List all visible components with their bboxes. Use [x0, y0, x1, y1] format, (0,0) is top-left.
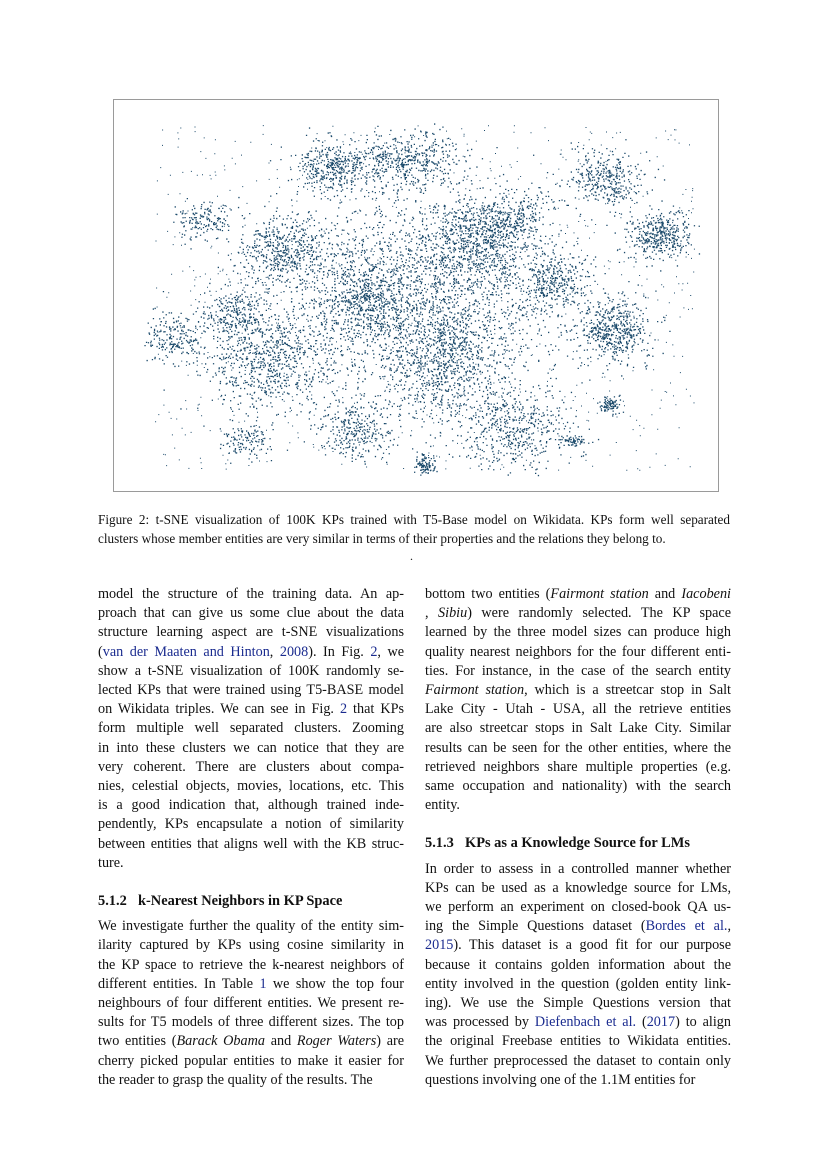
- section-number: 5.1.3: [425, 835, 454, 852]
- text-line: entity.: [425, 797, 460, 814]
- section-title: k-Nearest Neighbors in KP Space: [138, 893, 343, 910]
- text-segment: and: [264, 1033, 297, 1050]
- text-line: [425, 936, 731, 955]
- text-line: We investigate further the quality of the entity sim-: [98, 918, 404, 935]
- citation-link[interactable]: Bordes et al.: [645, 918, 728, 935]
- text-line: In order to assess in a controlled manner whether: [425, 860, 731, 877]
- text-segment: (: [636, 1014, 647, 1031]
- text-segment: ing). We use the Simple Questions version that: [425, 995, 731, 1012]
- text-segment: , which is a streetcar stop in Salt: [524, 682, 731, 699]
- text-segment: was processed by: [425, 1014, 535, 1031]
- text-segment: ). In Fig.: [308, 643, 371, 660]
- text-segment: that KPs: [347, 701, 404, 718]
- text-segment: ,: [269, 643, 280, 660]
- caption-line-2: clusters whose member entities are very similar in terms of their properties and the relations they belong to.: [98, 531, 666, 546]
- left-column: [98, 585, 404, 1090]
- text-line: retrieved neighbors share multiple properties (e.g.: [425, 758, 731, 775]
- text-line: the original Freebase entities to Wikidata entities.: [425, 1033, 731, 1050]
- text-line: KPs can be used as a knowledge source for LMs,: [425, 879, 731, 896]
- text-line: quality nearest neighbors for the four different enti-: [425, 643, 731, 660]
- text-line: ties. For instance, in the case of the search entity: [425, 662, 731, 679]
- tsne-scatter-plot: [114, 100, 720, 493]
- paragraph-closed-book-qa: [425, 860, 731, 1090]
- section-number: 5.1.2: [98, 893, 127, 910]
- citation-link[interactable]: 2017: [646, 1014, 676, 1031]
- text-line: [425, 604, 731, 623]
- text-segment: ) to align: [675, 1014, 731, 1031]
- text-line: is a good indication that, although trained inde-: [98, 797, 404, 814]
- text-line: form multiple well separated clusters. Zooming: [98, 720, 404, 737]
- text-line: we perform an experiment on closed-book QA us-: [425, 899, 731, 916]
- text-segment: and: [648, 586, 682, 602]
- text-line: proach that can give us some clue about the data: [98, 605, 404, 622]
- text-segment: ,: [727, 918, 732, 935]
- text-line: cherry picked popular entities to make it easier for: [98, 1052, 404, 1069]
- citation-link[interactable]: 2008: [279, 643, 309, 660]
- citation-link[interactable]: 1: [259, 975, 267, 992]
- text-segment: two entities (: [98, 1033, 177, 1050]
- paragraph-tsne: [98, 585, 404, 873]
- text-line: ture.: [98, 854, 124, 871]
- entity-name: Fairmont station: [550, 586, 649, 602]
- text-line: same occupation and nationality) with the search: [425, 778, 731, 795]
- text-line: sults for T5 models of three different sizes. The top: [98, 1014, 404, 1031]
- text-line: neighbours of four different entities. We present re-: [98, 995, 404, 1012]
- text-line: show a t-SNE visualization of 100K randomly se-: [98, 662, 404, 679]
- cluster-points: [144, 123, 700, 476]
- text-line: Lake City - Utah - USA, all the retrieve entities: [425, 701, 731, 718]
- text-segment: ) were randomly selected. The KP space: [467, 605, 731, 622]
- paragraph-knn: [98, 917, 404, 1090]
- citation-link[interactable]: van der Maaten and Hinton: [102, 643, 270, 660]
- text-line: [98, 643, 404, 662]
- caption-line-1: Figure 2: t-SNE visualization of 100K KPs trained with T5-Base model on Wikidata. KPs form well separated: [98, 512, 730, 527]
- entity-name: Sibiu: [438, 605, 468, 622]
- text-line: [425, 994, 731, 1013]
- text-line: are also streetcar stops in Salt Lake City. Similar: [425, 720, 731, 737]
- text-line: lected KPs that were trained using T5-BASE model: [98, 682, 404, 699]
- text-line: model the structure of the training data. An ap-: [98, 586, 404, 602]
- text-segment: (: [98, 643, 103, 660]
- text-line: [425, 1013, 731, 1032]
- paragraph-knn-continued: [425, 585, 731, 815]
- text-line: [425, 681, 731, 700]
- citation-link[interactable]: 2: [339, 701, 348, 718]
- tsne-figure: [113, 99, 719, 492]
- text-line: because it contains golden information about the: [425, 956, 731, 973]
- text-line: [98, 975, 404, 994]
- citation-link[interactable]: 2: [370, 643, 378, 660]
- text-line: [98, 700, 404, 719]
- text-line: questions involving one of the 1.1M entities for: [425, 1071, 696, 1088]
- text-line: the reader to grasp the quality of the results. The: [98, 1071, 373, 1088]
- text-line: results can be seen for the other entities, where the: [425, 739, 731, 756]
- text-segment: ing the Simple Questions dataset (: [425, 918, 646, 935]
- text-line: [425, 585, 731, 604]
- text-line: entity involved in the question (golden entity link-: [425, 975, 731, 992]
- scatter-points: [144, 123, 700, 476]
- text-line: between entities that aligns well with the KB struc-: [98, 835, 404, 852]
- figure-caption: [98, 510, 730, 548]
- text-line: [98, 1032, 404, 1051]
- right-column: [425, 585, 731, 1090]
- text-segment: bottom two entities (: [425, 586, 551, 602]
- text-segment: different entities. In Table: [98, 975, 260, 992]
- text-segment: ). This dataset is a good fit for our purpose: [453, 937, 731, 954]
- text-line: structure learning aspect are t-SNE visualizations: [98, 624, 404, 641]
- text-line: in into these clusters we can notice that they are: [98, 739, 404, 756]
- text-line: pendently, KPs encapsulate a notion of similarity: [98, 816, 404, 833]
- section-heading-5-1-2: [98, 892, 404, 911]
- entity-name: Iacobeni: [681, 586, 731, 602]
- citation-link[interactable]: 2015: [425, 937, 454, 954]
- text-segment: ) are: [376, 1033, 405, 1050]
- section-title: KPs as a Knowledge Source for LMs: [465, 835, 690, 852]
- text-segment: , we: [377, 643, 405, 660]
- text-segment: on Wikidata triples. We can see in Fig.: [98, 701, 340, 718]
- text-line: We further preprocessed the dataset to contain only: [425, 1052, 731, 1069]
- text-line: ilarity captured by KPs using cosine similarity in: [98, 937, 404, 954]
- text-line: [425, 917, 731, 936]
- text-line: very coherent. There are clusters about compa-: [98, 758, 404, 775]
- entity-name: Fairmont station: [425, 682, 525, 699]
- caption-trailing-dot: .: [410, 549, 413, 563]
- citation-link[interactable]: Diefenbach et al.: [534, 1014, 637, 1031]
- text-line: learned by the three model sizes can produce high: [425, 624, 731, 641]
- section-heading-5-1-3: [425, 834, 731, 853]
- text-segment: ,: [425, 605, 439, 622]
- text-segment: we show the top four: [266, 975, 404, 992]
- text-line: the KP space to retrieve the k-nearest neighbors of: [98, 956, 404, 973]
- entity-name: Barack Obama: [176, 1033, 265, 1050]
- text-line: nies, celestial objects, movies, locations, etc. This: [98, 778, 404, 795]
- entity-name: Roger Waters: [296, 1033, 377, 1050]
